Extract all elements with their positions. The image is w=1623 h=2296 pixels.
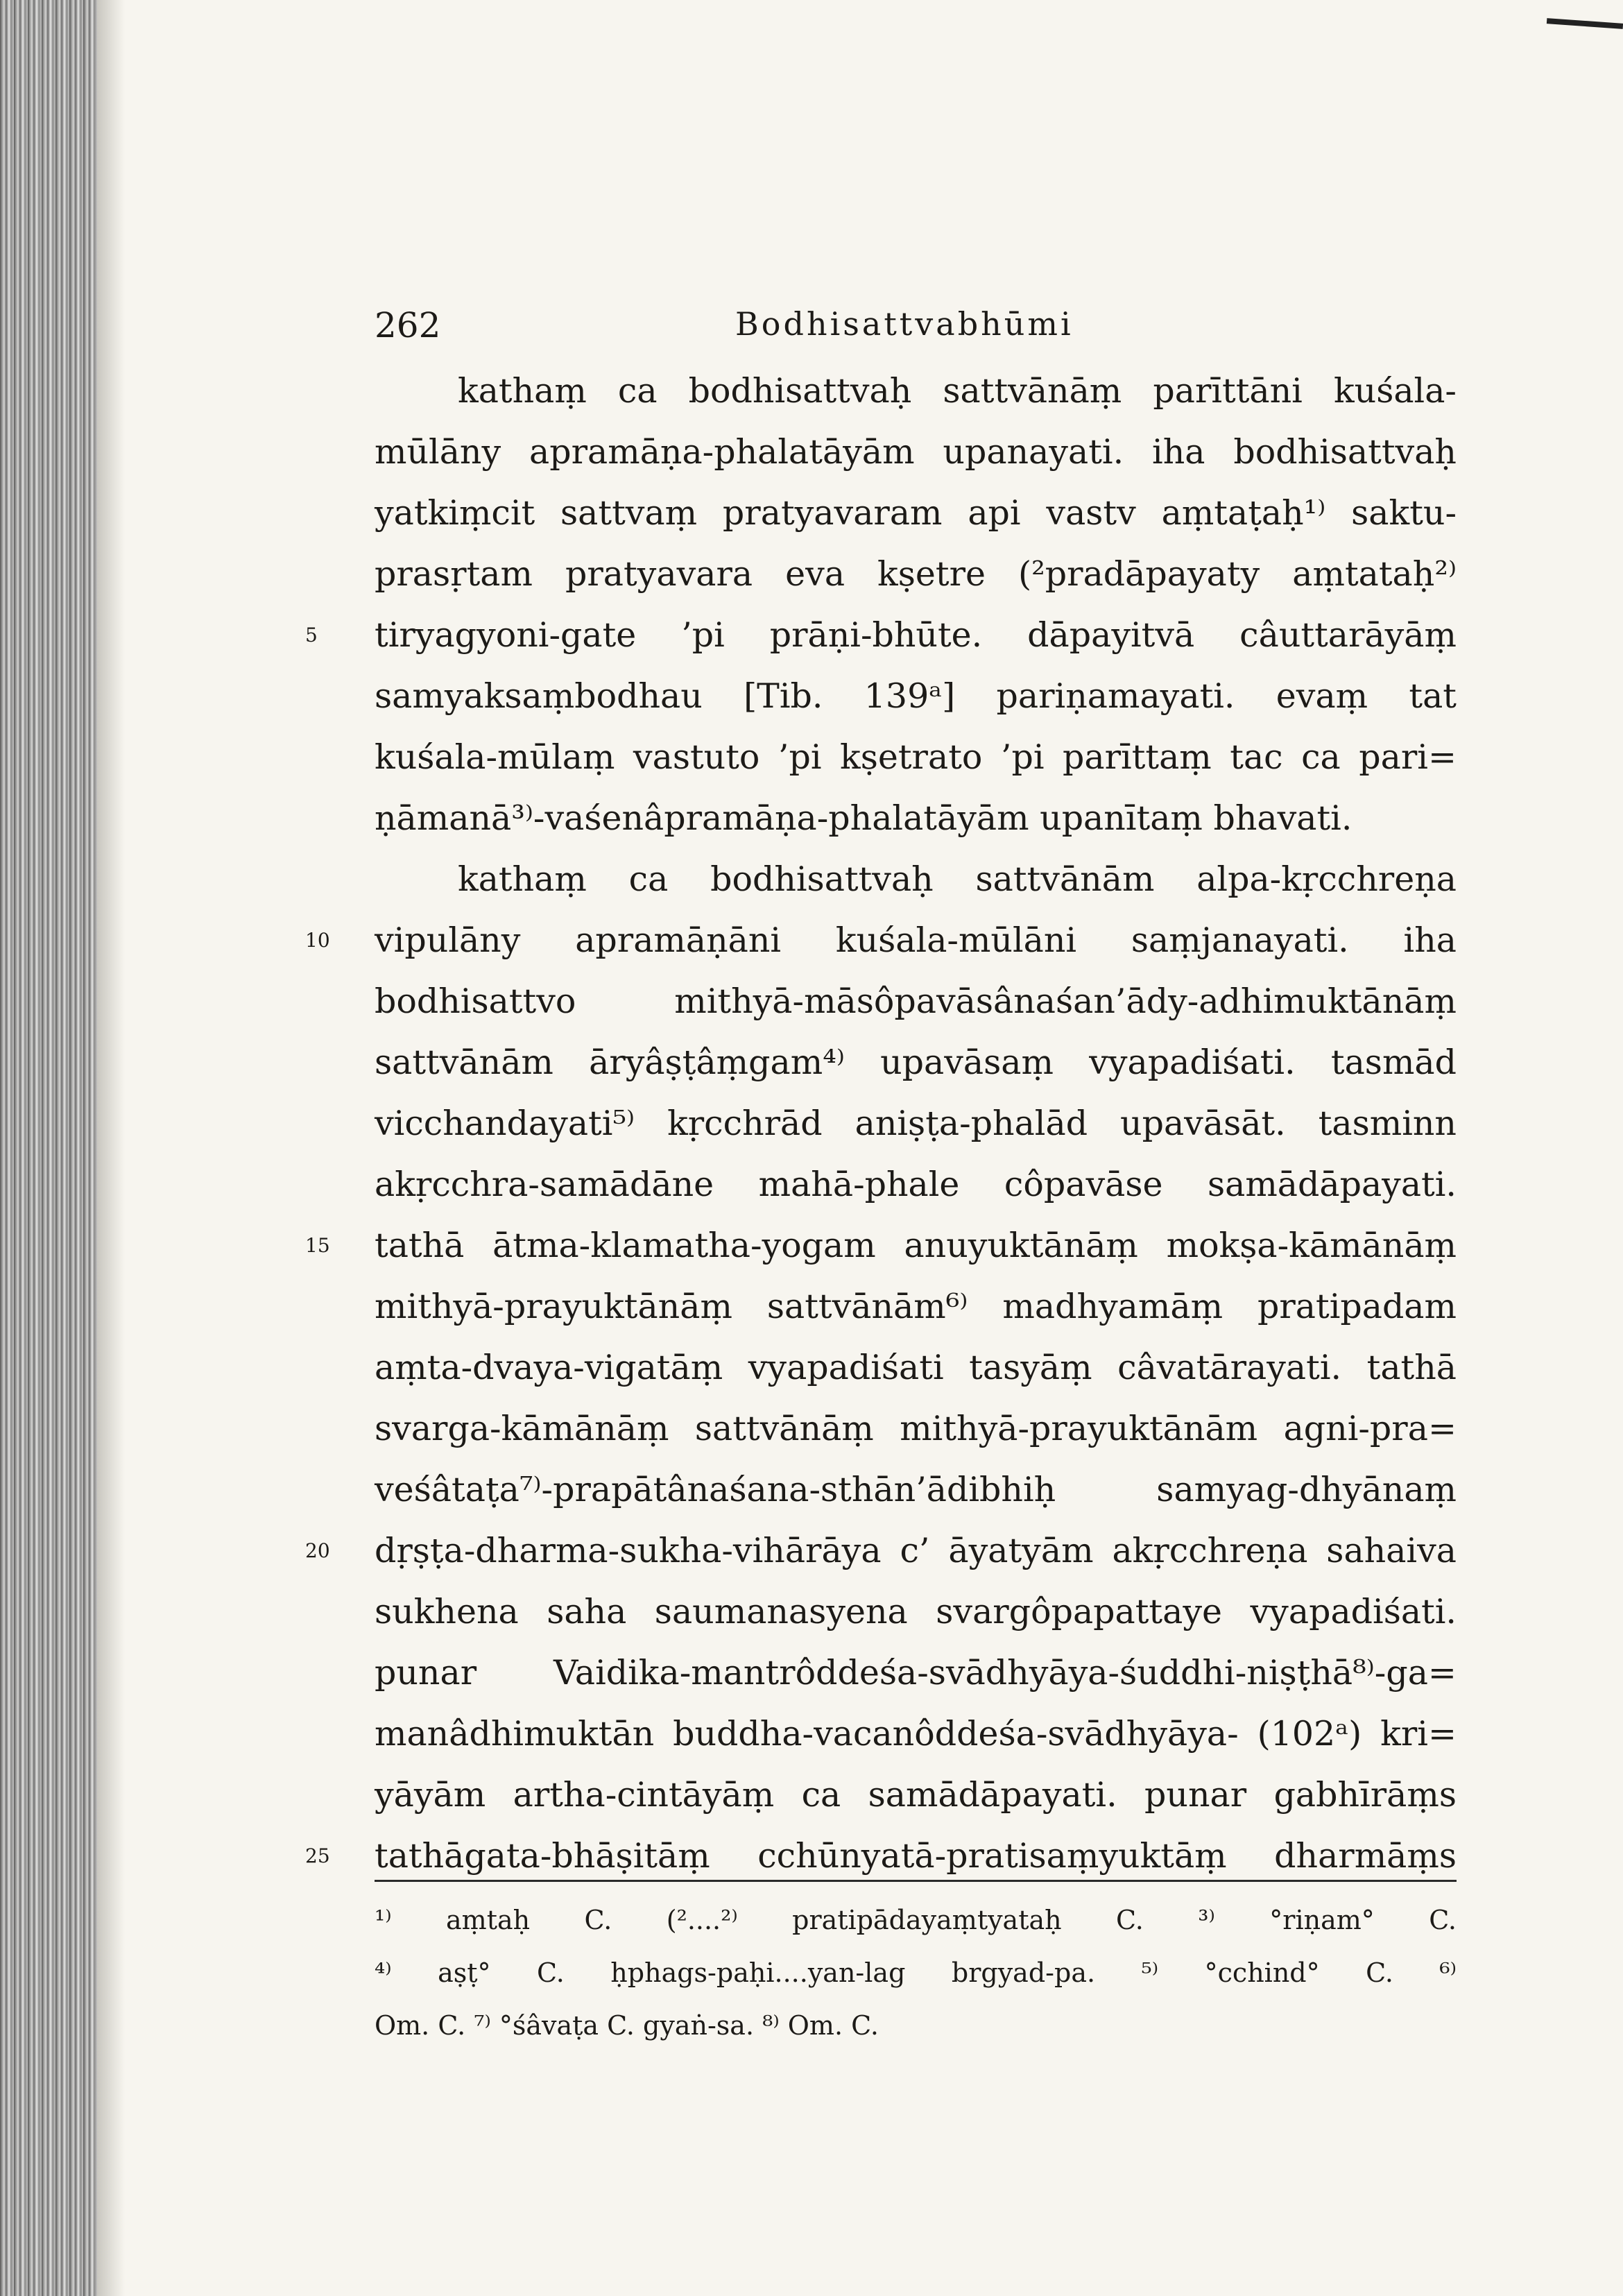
text-line: 15 tathā ātma-klamatha-yogam anuyuktānāṃ mokṣa-kāmānāṃ xyxy=(375,1215,1457,1276)
footnote-line: ⁴⁾ aṣṭ° C. ḥphags-paḥi....yan-lag brgyad-pa. ⁵⁾ °cchind° C. ⁶⁾ xyxy=(375,1957,1457,1988)
text-line: aṃta-dvaya-vigatāṃ vyapadiśati tasyāṃ câvatārayati. tathā xyxy=(375,1348,1457,1387)
line-number: 5 xyxy=(305,624,318,646)
page-header xyxy=(375,305,1457,347)
running-title: Bodhisattvabhūmi xyxy=(735,305,1074,343)
text-line: yāyām artha-cintāyāṃ ca samādāpayati. punar gabhīrāṃs xyxy=(375,1775,1457,1815)
text-line: mūlāny apramāṇa-phalatāyām upanayati. iha bodhisattvaḥ xyxy=(375,432,1457,472)
text-line: yatkiṃcit sattvaṃ pratyavaram api vastv aṃtaṭaḥ¹⁾ saktu- xyxy=(375,493,1457,533)
text-line: 25 tathāgata-bhāṣitāṃ cchūnyatā-pratisaṃyuktāṃ dharmāṃs xyxy=(375,1826,1457,1887)
text-line: 5 tiryagyoni-gate ’pi prāṇi-bhūte. dāpayitvā câuttarāyāṃ xyxy=(375,605,1457,666)
footnote-rule xyxy=(375,1880,1457,1882)
text-line: punar Vaidika-mantrôddeśa-svādhyāya-śuddhi-niṣṭhā⁸⁾-ga= xyxy=(375,1653,1457,1693)
text-line: samyaksaṃbodhau [Tib. 139ᵃ] pariṇamayati. evaṃ tat xyxy=(375,676,1457,716)
text-line: ṇāmanā³⁾-vaśenâpramāṇa-phalatāyām upanītaṃ bhavati. xyxy=(375,798,1352,838)
text-line: bodhisattvo mithyā-māsôpavāsânaśan’ādy-adhimuktānāṃ xyxy=(375,982,1457,1021)
line-number: 20 xyxy=(305,1539,330,1562)
text-line: vicchandayati⁵⁾ kṛcchrād aniṣṭa-phalād upavāsāt. tasminn xyxy=(375,1104,1457,1143)
footnote-line: Om. C. ⁷⁾ °śâvaṭa C. gyaṅ-sa. ⁸⁾ Om. C. xyxy=(375,2010,879,2041)
text-line: akṛcchra-samādāne mahā-phale côpavāse samādāpayati. xyxy=(375,1165,1457,1204)
line-number: 10 xyxy=(305,929,330,952)
text-line: mithyā-prayuktānāṃ sattvānām⁶⁾ madhyamāṃ pratipadam xyxy=(375,1287,1457,1326)
footnote-line: ¹⁾ aṃtaḥ C. (²....²⁾ pratipādayaṃtyataḥ C. ³⁾ °riṇam° C. xyxy=(375,1905,1457,1935)
text-line: kuśala-mūlaṃ vastuto ’pi kṣetrato ’pi parīttaṃ tac ca pari= xyxy=(375,737,1457,777)
footnotes xyxy=(375,1894,1457,2052)
body-text xyxy=(305,361,1457,1887)
text-line: 20 dṛṣṭa-dharma-sukha-vihārāya c’ āyatyām akṛcchreṇa sahaiva xyxy=(375,1520,1457,1582)
binding-shadow xyxy=(97,0,125,2296)
text-line: svarga-kāmānāṃ sattvānāṃ mithyā-prayuktānām agni-pra= xyxy=(375,1409,1457,1448)
scan-corner-mark xyxy=(1547,18,1623,29)
text-line: sattvānām āryâṣṭâṃgam⁴⁾ upavāsaṃ vyapadiśati. tasmād xyxy=(375,1043,1457,1082)
text-line: 10 vipulāny apramāṇāni kuśala-mūlāni saṃjanayati. iha xyxy=(375,910,1457,971)
text-line: sukhena saha saumanasyena svargôpapattaye vyapadiśati. xyxy=(375,1592,1457,1631)
text-line: kathaṃ ca bodhisattvaḥ sattvānāṃ parīttāni kuśala- xyxy=(458,371,1457,411)
text-line: veśâtaṭa⁷⁾-prapātânaśana-sthān’ādibhiḥ samyag-dhyānaṃ xyxy=(375,1470,1457,1509)
line-number: 15 xyxy=(305,1234,330,1257)
page-number: 262 xyxy=(375,305,441,345)
text-line: kathaṃ ca bodhisattvaḥ sattvānām alpa-kṛcchreṇa xyxy=(458,859,1457,899)
book-binding-edge xyxy=(0,0,97,2296)
text-line: prasṛtam pratyavara eva kṣetre (²pradāpayaty aṃtataḥ²⁾ xyxy=(375,554,1457,594)
text-line: manâdhimuktān buddha-vacanôddeśa-svādhyāya- (102ᵃ) kri= xyxy=(375,1714,1457,1754)
line-number: 25 xyxy=(305,1844,330,1867)
